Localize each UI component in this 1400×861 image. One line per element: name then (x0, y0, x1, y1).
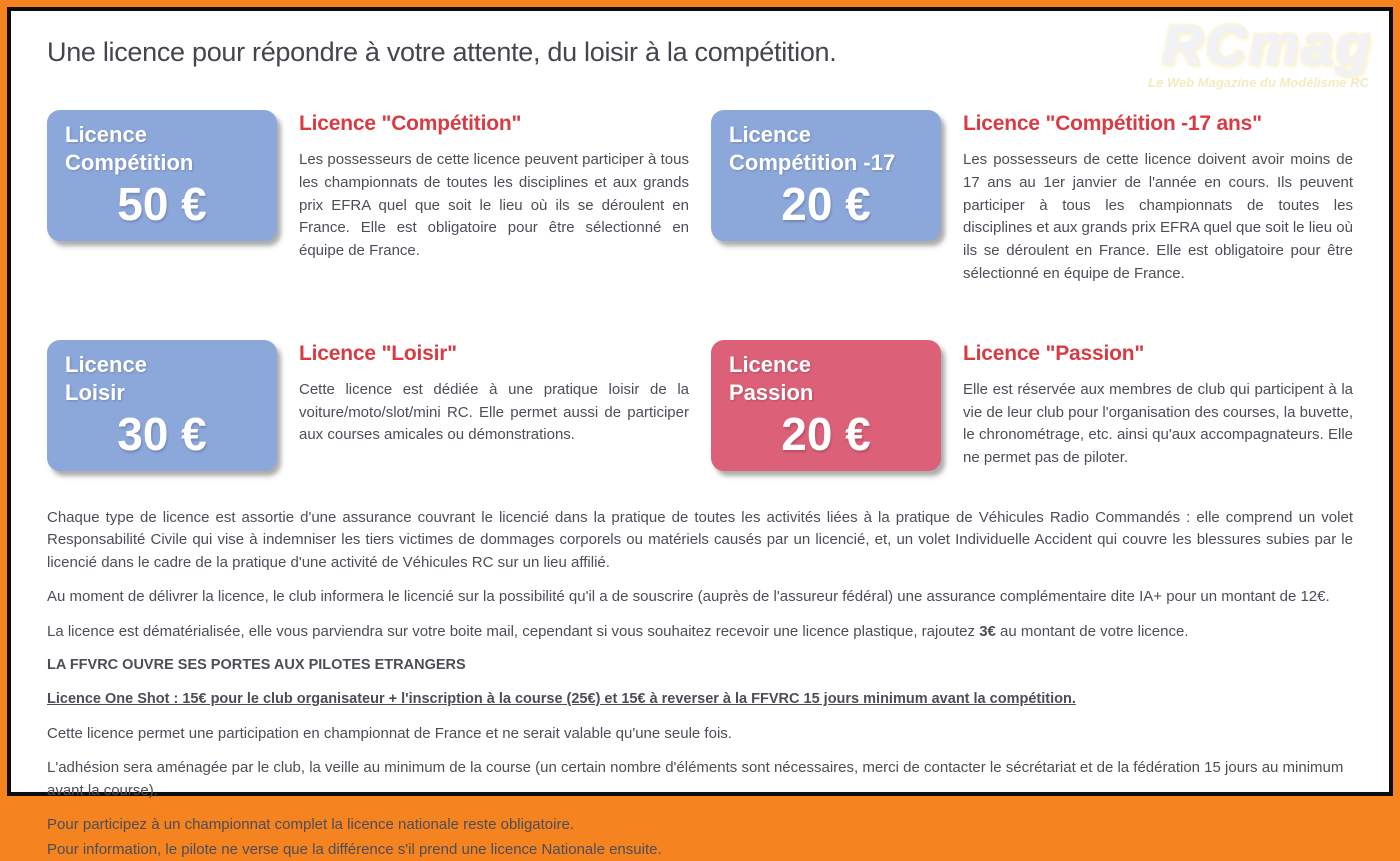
paragraph-dematerialized-before: La licence est dématérialisée, elle vous parviendra sur votre boite mail, cependant si vous souhaitez recevoir une licence plastique, rajoutez (47, 622, 980, 640)
page-title: Une licence pour répondre à votre attente, du loisir à la compétition. (47, 37, 837, 67)
card-title-line1: Licence (65, 351, 147, 377)
card-title-line2: Compétition (65, 150, 194, 176)
license-heading: Licence "Passion" (963, 341, 1145, 365)
card-title (729, 121, 923, 177)
license-card-loisir (47, 340, 277, 471)
license-card-passion (711, 340, 941, 471)
license-info (963, 110, 1353, 286)
paragraph-difference: Pour information, le pilote ne verse que la différence s'il prend une licence Nationale ensuite. (47, 840, 662, 858)
license-item-loisir (47, 340, 689, 471)
license-heading: Licence "Compétition -17 ans" (963, 112, 1262, 135)
card-title (65, 351, 259, 407)
card-price: 50 € (117, 178, 207, 230)
card-title (729, 351, 923, 407)
license-grid (47, 110, 1353, 471)
card-title-line2: Passion (729, 379, 814, 405)
card-title-line2: Compétition -17 (729, 150, 896, 176)
paragraph-national: Pour participez à un championnat complet la licence nationale reste obligatoire. (47, 816, 574, 834)
license-item-competition-17 (711, 110, 1353, 286)
license-heading: Licence "Compétition" (299, 112, 522, 135)
rcmag-logo-tagline: Le Web Magazine du Modélisme RC (1148, 75, 1369, 90)
license-item-passion (711, 340, 1353, 471)
card-title-line1: Licence (729, 122, 811, 147)
card-title-line1: Licence (729, 351, 811, 377)
paragraph-insurance: Chaque type de licence est assortie d'une assurance couvrant le licencié dans la pratique de toutes les activités liées à la pratique de Véhicules Radio Commandés : elle comprend un volet Responsabilité Civile qui vise à indemniser les tiers victimes de dommages corporels ou matériels causés par un licencié, et, un volet Individuelle Accident qui couvre les blessures subies par le licencié dans le cadre de la pratique d'une activité de Véhicules RC sur un lieu affilié. (47, 508, 1353, 571)
card-title (65, 121, 259, 177)
license-description: Les possesseurs de cette licence doivent avoir moins de 17 ans au 1er janvier de l'année en cours. Ils peuvent participer à tous les championnats de toutes les disciplines et aux grands prix EFRA quel que soit le lieu où ils se déroulent en France. Elle est obligatoire pour être sélectionné en équipe de France. (963, 151, 1353, 282)
license-description: Cette licence est dédiée à une pratique loisir de la voiture/moto/slot/mini RC. Elle permet aussi de participer aux courses amicales ou démonstrations. (299, 380, 689, 444)
card-price: 30 € (117, 407, 207, 460)
license-description: Les possesseurs de cette licence peuvent participer à tous les championnats de toutes les disciplines et aux grands prix EFRA quel que soit le lieu où ils se déroulent en France. Elle est obligatoire pour être sélectionné en équipe de France. (299, 151, 689, 260)
content-frame (7, 7, 1393, 858)
paragraph-adhesion: L'adhésion sera aménagée par le club, la veille au minimum de la course (un certain nombre d'éléments sont nécessaires, merci de contacter le sécrétariat et de la fédération 15 jours au minimum avant la course). (47, 759, 1344, 799)
card-title-line1: Licence (65, 122, 147, 147)
card-title-line2: Loisir (65, 379, 125, 405)
paragraph-one-time: Cette licence permet une participation en championnat de France et ne serait valable qu'une seule fois. (47, 724, 732, 742)
license-card-competition (47, 110, 277, 241)
paragraph-ia-plus: Au moment de délivrer la licence, le club informera le licencié sur la possibilité qu'il a de souscrire (auprès de l'assureur fédéral) une assurance complémentaire dite IA+ pour un montant de 12€. (47, 588, 1330, 606)
license-item-competition (47, 110, 689, 286)
card-price: 20 € (781, 178, 871, 230)
license-info (299, 110, 689, 286)
license-heading: Licence "Loisir" (299, 341, 457, 365)
rcmag-logo-text: RCmag (1161, 13, 1373, 76)
card-price: 20 € (781, 407, 871, 460)
license-card-competition-17 (711, 110, 941, 241)
license-info (963, 340, 1353, 471)
paragraph-one-shot: Licence One Shot : 15€ pour le club organisateur + l'inscription à la course (25€) et 15€ à reverser à la FFVRC 15 jours minimum avant la compétition. (47, 691, 1076, 708)
license-info (299, 340, 689, 471)
paragraph-dematerialized-price: 3€ (979, 622, 996, 640)
info-block (47, 507, 1353, 861)
paragraph-dematerialized-after: au montant de votre licence. (995, 622, 1189, 640)
heading-foreign-pilots: LA FFVRC OUVRE SES PORTES AUX PILOTES ETRANGERS (47, 657, 466, 674)
license-description: Elle est réservée aux membres de club qui participent à la vie de leur club pour l'organisation des courses, la buvette, le chronométrage, etc. ainsi qu'aux accompagnateurs. Elle ne permet pas de piloter. (963, 380, 1353, 467)
paragraph-dematerialized (47, 621, 1353, 644)
